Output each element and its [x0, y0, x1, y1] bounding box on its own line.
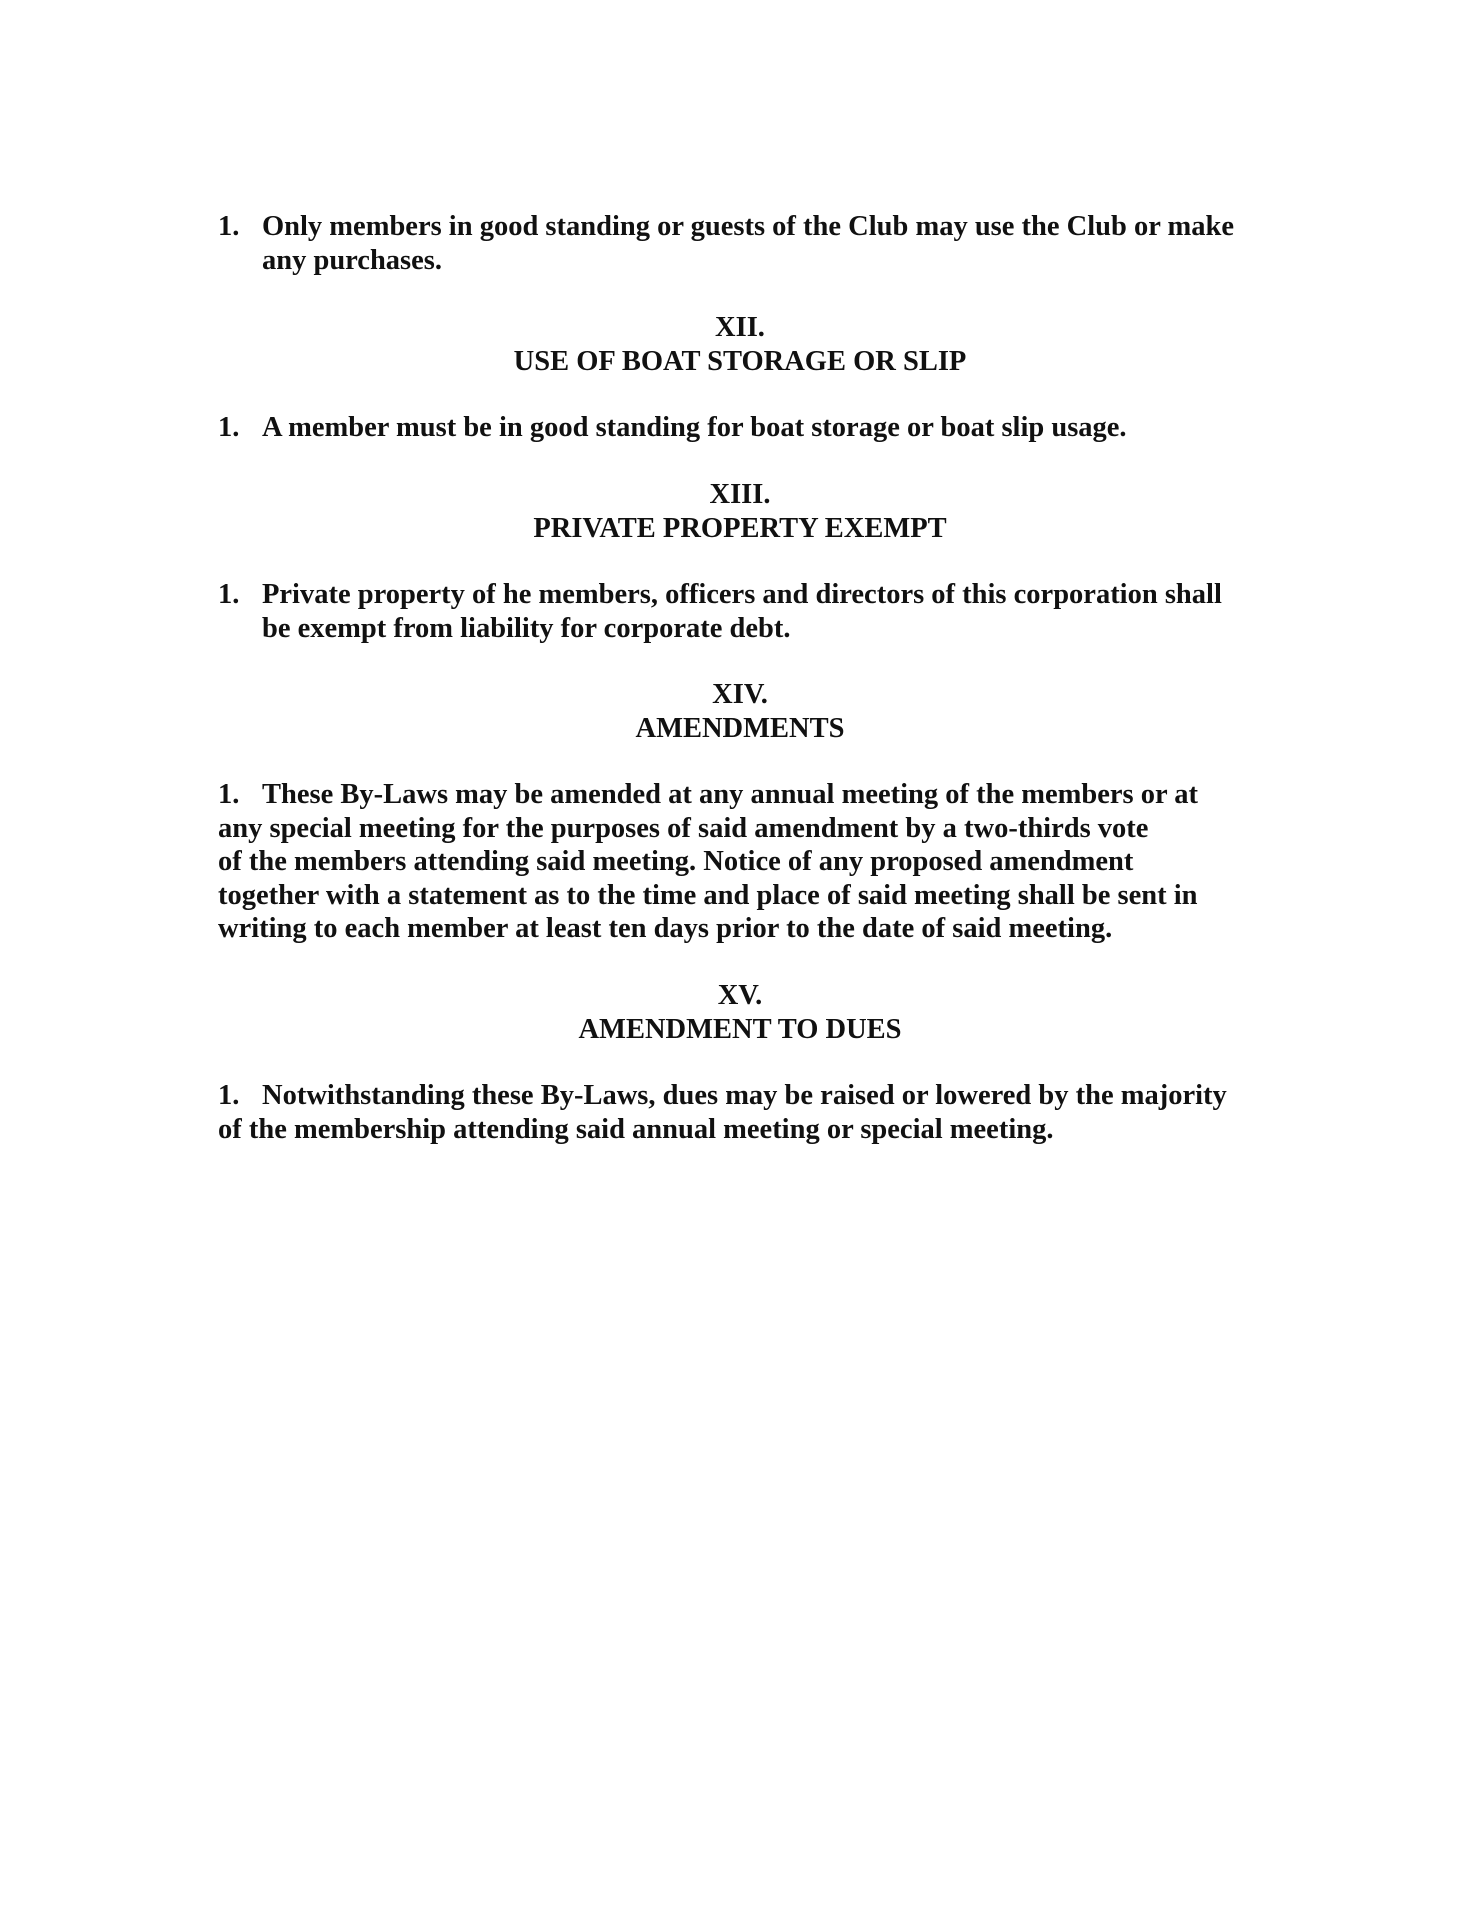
section-numeral: XV. [717, 980, 763, 1011]
list-item [218, 578, 1278, 645]
section-numeral: XIII. [709, 479, 771, 510]
item-number: 1. [218, 779, 240, 810]
section-heading-xii [218, 311, 1262, 378]
section-heading-xiii [218, 478, 1262, 545]
list-item [218, 411, 1278, 445]
section-title: USE OF BOAT STORAGE OR SLIP [513, 345, 967, 377]
section-numeral: XII. [715, 312, 765, 343]
item-number: 1. [218, 412, 240, 443]
section-title: AMENDMENTS [635, 712, 845, 744]
section-title: PRIVATE PROPERTY EXEMPT [533, 512, 947, 544]
item-text: Private property of he members, officers and directors of this corporation shall be exempt from liability for corporate debt. [262, 579, 1222, 644]
list-item [218, 210, 1278, 277]
section-title: AMENDMENT TO DUES [578, 1013, 902, 1045]
list-item: 1. These By-Laws may be amended at any annual meeting of the members or at any special meeting for the purposes of said amendment by a two-thirds vote of the members attending said meeting. Notice of any proposed amendment together with a statement as to the time and place of said meeting shall be sent in writing to each member at least ten days prior to the date of said meeting. [218, 779, 1198, 944]
item-text: Only members in good standing or guests of the Club may use the Club or make any purchases. [262, 211, 1234, 276]
item-number: 1. [218, 211, 240, 242]
item-number: 1. [218, 579, 240, 610]
section-heading-xv [218, 979, 1262, 1046]
list-item: 1. Notwithstanding these By-Laws, dues may be raised or lowered by the majority of the membership attending said annual meeting or special meeting. [218, 1080, 1227, 1145]
section-numeral: XIV. [712, 679, 768, 710]
section-heading-xiv [218, 678, 1262, 745]
item-text: A member must be in good standing for boat storage or boat slip usage. [262, 412, 1127, 443]
item-number: 1. [218, 1080, 240, 1111]
